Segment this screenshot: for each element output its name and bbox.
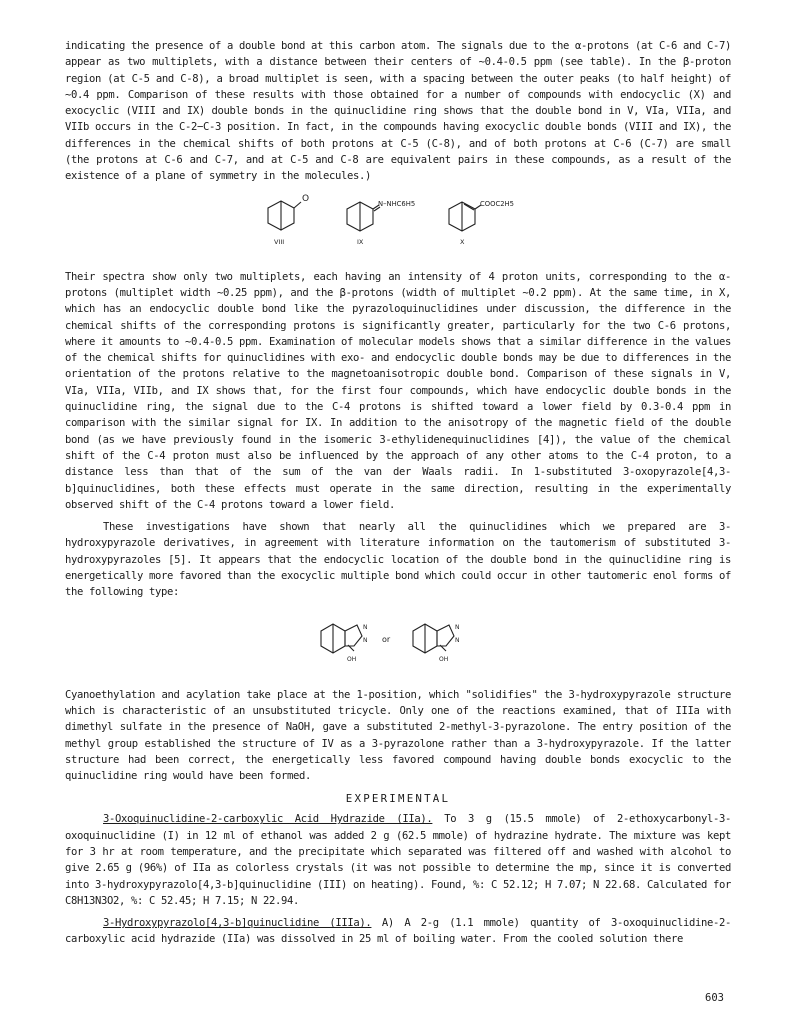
page-content [65, 38, 731, 948]
structure-viii [268, 201, 301, 230]
atom-label: N [363, 636, 368, 644]
compound-title: 3-Oxoquinuclidine-2-carboxylic Acid Hydrazide (IIa). [103, 813, 433, 826]
atom-label: N [455, 636, 460, 644]
structure-x [449, 202, 481, 231]
paragraph [65, 811, 731, 909]
structures-figure-2 [65, 601, 731, 687]
atom-label: OH [347, 655, 357, 663]
compound-title: 3-Hydroxypyrazolo[4,3-b]quinuclidine (IIIa). [103, 917, 372, 930]
atom-label: N [455, 623, 460, 631]
paragraph-body: A) A 2-g (1.1 mmole) quantity of 3-oxoquinuclidine-2-carboxylic acid hydrazide (IIa) was dissolved in 25 ml of boiling water. From the cooled solution there [65, 917, 731, 946]
or-connector: or [382, 634, 391, 644]
paragraph: These investigations have shown that nearly all the quinuclidines which we prepared are 3-hydroxypyrazole derivatives, in agreement with literature information on the tautomerism of substituted 3-hydroxypyrazoles [5]. It appears that the endocyclic location of the double bond in the quinuclidine ring is energetically more favored than the exocyclic multiple bond which could occur in other tautomeric enol forms of the following type: [65, 521, 731, 599]
structures-figure-1 [65, 185, 731, 269]
page-number: 603 [705, 992, 724, 1004]
structure-substituent: N–NHC6H5 [378, 199, 416, 208]
structure-label-ix: IX [357, 237, 364, 246]
structure-substituent: COOC2H5 [480, 199, 514, 208]
paragraph-body: To 3 g (15.5 mmole) of 2-ethoxycarbonyl-3-oxoquinuclidine (I) in 12 ml of ethanol was added 2 g (62.5 mmole) of hydrazine hydrate. The mixture was kept for 3 hr at room temperature, and the precipitate which separated was filtered off and washed with alcohol to give 2.65 g (96%) of IIa as colorless crystals (it was not possible to determine the mp, since it is converted into 3-hydroxypyrazolo[4,3-b]quinuclidine (III) on heating). Found, %: C 52.12; H 7.07; N 22.68. Calculated for C8H13N3O2, %: C 52.45; H 7.15; N 22.94. [65, 813, 731, 907]
tautomer-right [413, 624, 454, 653]
paragraph [65, 915, 731, 948]
paragraph: Their spectra show only two multiplets, each having an intensity of 4 proton units, corresponding to the α-protons (multiplet width ~0.25 ppm), and the β-protons (width of multiplet ~0.2 ppm). At the same time, in X, which has an endocyclic double bond like the pyrazoloquinuclidines under discussion, the difference in the chemical shifts of the corresponding protons is significantly greater, particularly for the two C-6 protons, where it amounts to ~0.4-0.5 ppm. Examination of molecular models shows that a similar difference in the values of the chemical shifts for quinuclidines with exo- and endocyclic double bonds may be due to differences in the orientation of the protons relative to the magnetoanisotropic double bond. Comparison of these signals in V, VIa, VIIa, VIIb, and IX shows that, for the first four compounds, which have endocyclic double bonds in the quinuclidine ring, the signal due to the C-4 protons is shifted toward a lower field by 0.3-0.4 ppm in comparison with the similar signal for IX. In addition to the anisotropy of the magnetic field of the double bond (as we have previously found in the isomeric 3-ethylidenequinuclidines [4]), the value of the chemical shift of the C-4 proton must also be influenced by the approach of any other atoms to the C-4 proton, to a distance less than that of the sum of the van der Waals radii. In 1-substituted 3-oxopyrazole[4,3-b]quinuclidines, both these effects must operate in the same direction, resulting in the experimentally observed shift of the C-4 protons toward a lower field. [65, 270, 731, 511]
section-heading: EXPERIMENTAL [345, 792, 451, 806]
atom-label: OH [439, 655, 449, 663]
tautomer-left [321, 624, 362, 653]
paragraph: Cyanoethylation and acylation take place at the 1-position, which "solidifies" the 3-hydroxypyrazole structure which is characteristic of an unsubstituted tricycle. Only one of the reactions examined, that of IIIa with dimethyl sulfate in the presence of NaOH, gave a substituted 2-methyl-3-pyrazolone. The entry position of the methyl group established the structure of IV as a 3-pyrazolone rather than a 3-hydroxypyrazole. If the latter structure had been correct, the energetically less favored compound having double bonds exocyclic to the quinuclidine ring would have been formed. [65, 688, 731, 783]
structure-label-x: X [460, 237, 465, 246]
structure-ix [347, 202, 380, 231]
paragraph: indicating the presence of a double bond at this carbon atom. The signals due to the α-protons (at C-6 and C-7) appear as two multiplets, with a distance between their centers of ~0.4-0.5 ppm (see table). In the β-proton region (at C-5 and C-8), a broad multiplet is seen, with a spacing between the outer peaks (to half height) of ~0.4 ppm. Comparison of these results with those obtained for a number of compounds with endocyclic (X) and exocyclic (VIII and IX) double bonds in the quinuclidine ring shows that the double bond in V, VIa, VIIa, and VIIb occurs in the C-2−C-3 position. In fact, in the compounds having exocyclic double bonds (VIII and IX), the differences in the chemical shifts of both protons at C-5 (C-8), and of both protons at C-6 (C-7) are small (the protons at C-6 and C-7, and at C-5 and C-8 are equivalent pairs in these compounds, as a result of the existence of a plane of symmetry in the molecules.) [65, 40, 731, 183]
atom-label: N [363, 623, 368, 631]
structure-substituent: O [302, 193, 310, 204]
structure-label-viii: VIII [274, 237, 285, 246]
